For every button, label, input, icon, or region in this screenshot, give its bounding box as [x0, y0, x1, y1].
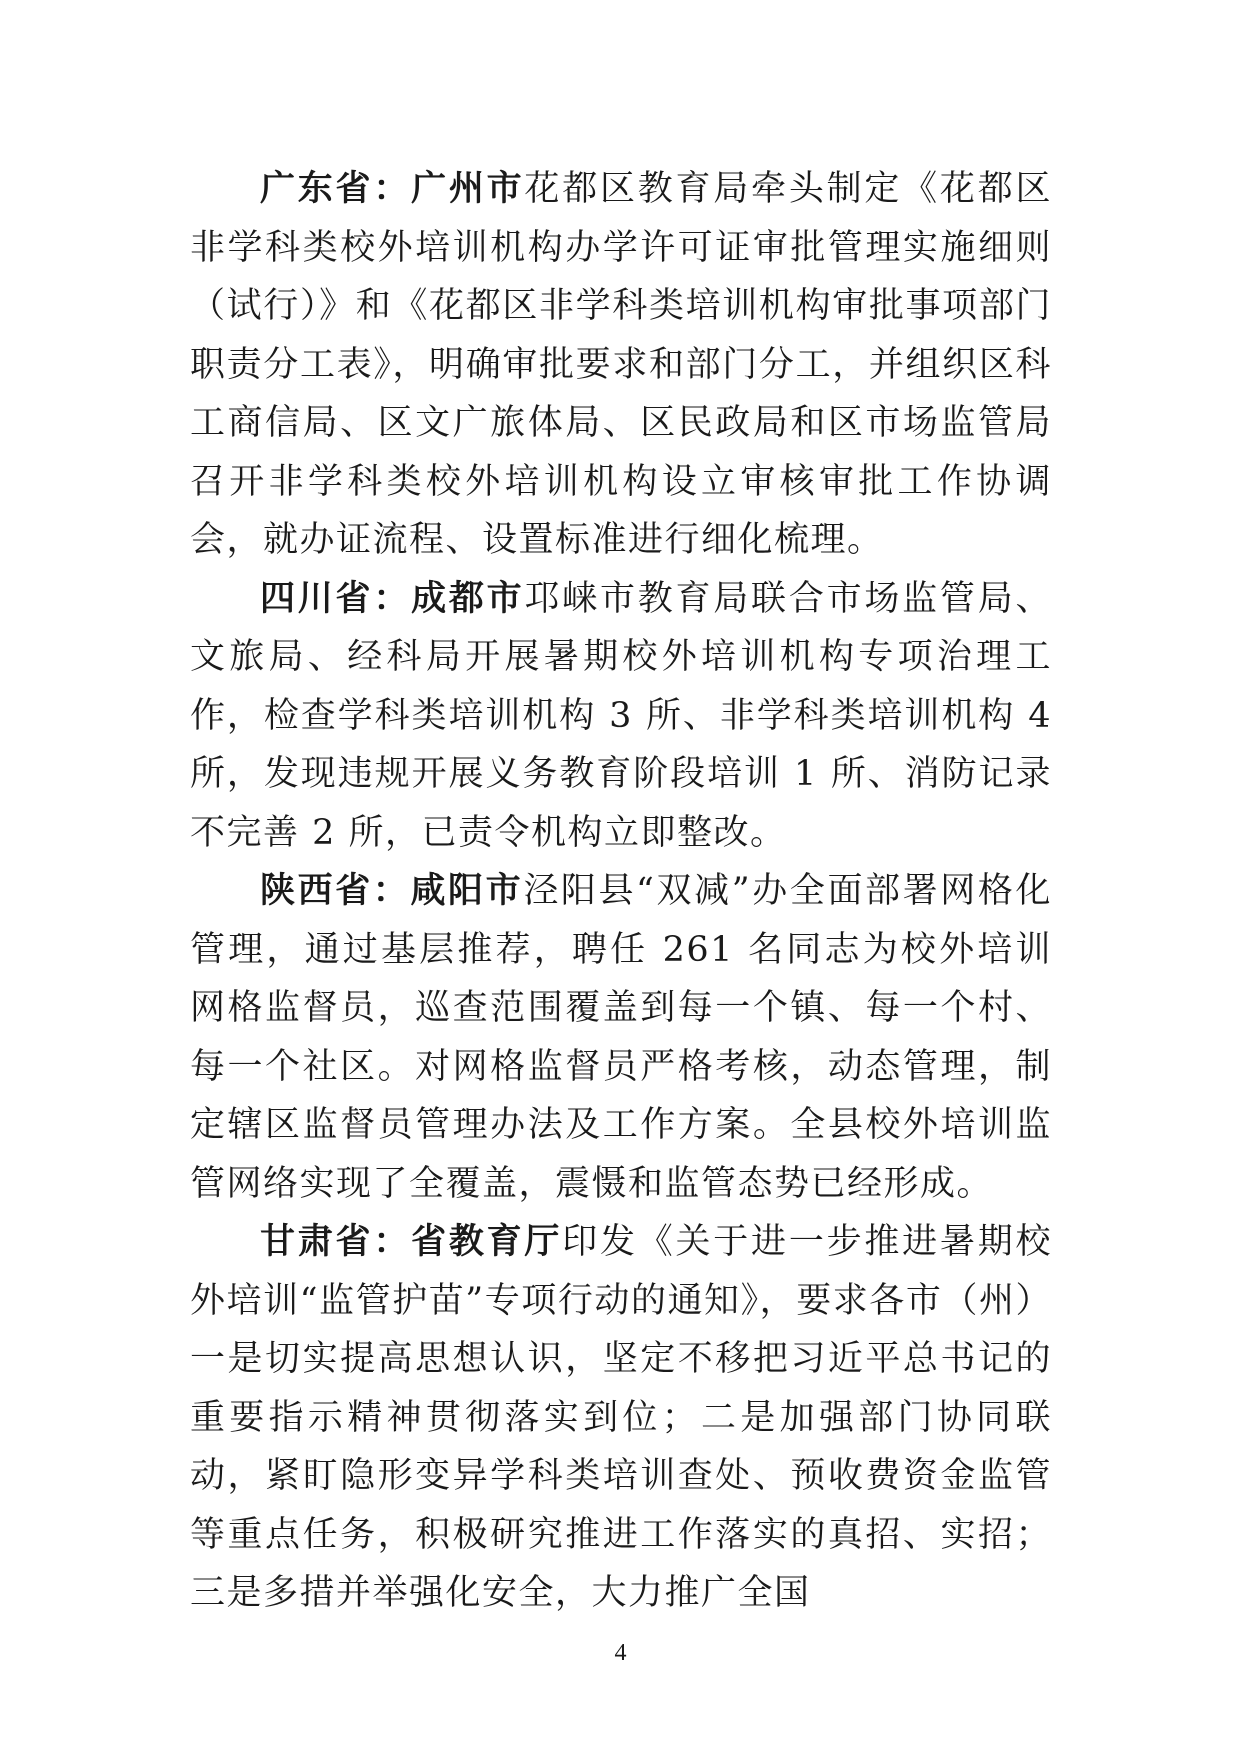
- paragraph-sichuan: [190, 570, 1052, 863]
- paragraph-body: 邛崃市教育局联合市场监管局、文旅局、经科局开展暑期校外培训机构专项治理工作，检查学科类培训机构 3 所、非学科类培训机构 4 所，发现违规开展义务教育阶段培训 1 所、消防记录不完善 2 所，已责令机构立即整改。: [190, 578, 1052, 853]
- province-label: 陕西省：: [260, 871, 411, 911]
- city-label: 省教育厅: [411, 1222, 563, 1262]
- paragraph-gansu: [190, 1213, 1052, 1623]
- city-label: 成都市: [411, 578, 525, 619]
- paragraph-body: 花都区教育局牵头制定《花都区非学科类校外培训机构办学许可证审批管理实施细则（试行）》和《花都区非学科类培训机构审批事项部门职责分工表》，明确审批要求和部门分工，并组织区科工商信局、区文广旅体局、区民政局和区市场监管局召开非学科类校外培训机构设立审核审批工作协调会，就办证流程、设置标准进行细化梳理。: [190, 169, 1052, 560]
- city-label: 广州市: [411, 169, 525, 209]
- paragraph-body: 泾阳县“双减”办全面部署网格化管理，通过基层推荐，聘任 261 名同志为校外培训网格监督员，巡查范围覆盖到每一个镇、每一个村、每一个社区。对网格监督员严格考核，动态管理，制定辖区监督员管理办法及工作方案。全县校外培训监管网络实现了全覆盖，震慑和监管态势已经形成。: [190, 871, 1052, 1204]
- paragraph-guangdong: [190, 160, 1052, 570]
- paragraph-shaanxi: [190, 862, 1052, 1213]
- province-label: 四川省：: [260, 578, 412, 619]
- city-label: 咸阳市: [410, 871, 524, 911]
- page-number: 4: [614, 1640, 627, 1666]
- paragraph-body: 印发《关于进一步推进暑期校外培训“监管护苗”专项行动的通知》，要求各市（州）一是切实提高思想认识，坚定不移把习近平总书记的重要指示精神贯彻落实到位；二是加强部门协同联动，紧盯隐形变异学科类培训查处、预收费资金监管等重点任务，积极研究推进工作落实的真招、实招；三是多措并举强化安全，大力推广全国: [190, 1222, 1052, 1613]
- province-label: 广东省：: [260, 169, 412, 209]
- province-label: 甘肃省：: [260, 1222, 412, 1262]
- document-page: [190, 160, 1052, 1623]
